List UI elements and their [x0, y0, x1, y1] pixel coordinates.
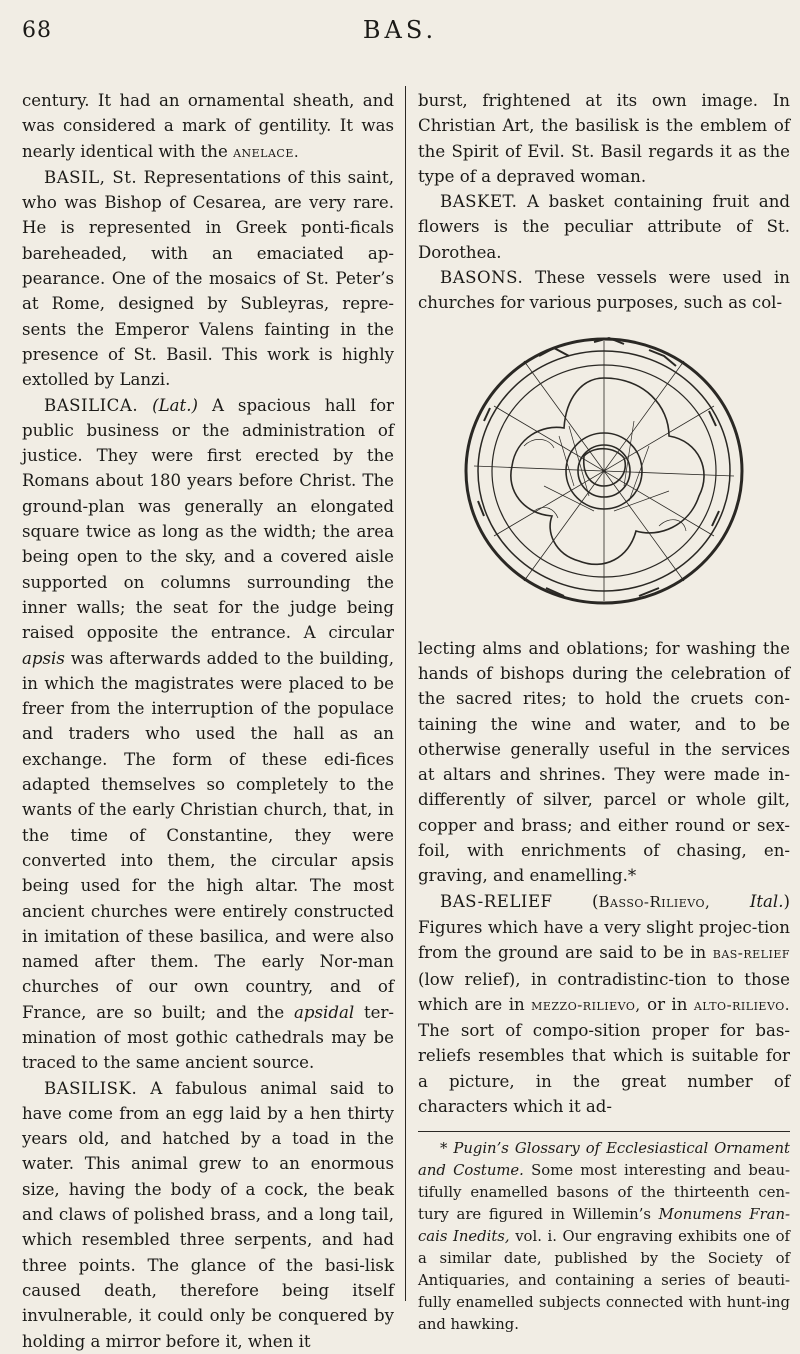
paragraph-anelace: century. It had an ornamental sheath, and was considered a mark of gentility. It was nearly identical with the anelace.: [22, 91, 394, 161]
entry-basons: BASONS. These vessels were used in churches for various purposes, such as col-: [418, 268, 790, 313]
headword-basons: BASONS.: [440, 268, 524, 288]
entry-basil: BASIL, St. Representations of this saint, who was Bishop of Cesarea, are very rare. He is represented in Greek ponti-ficals bareheaded, with an emaciated ap-pearance. One of the mosaics of St. Peter’s at Rome, designed by Subleyras, repre-sents the Emperor Valens fainting in the presence of St. Basil. This work is highly extolled by Lanzi.: [22, 167, 395, 390]
headword-basil: BASIL, St.: [44, 167, 138, 187]
entry-basket: BASKET. A basket containing fruit and flowers is the peculiar attribute of St. Dorothea.: [418, 192, 790, 262]
left-column: [22, 88, 394, 1354]
page-header: [0, 12, 800, 52]
entry-bas-relief: BAS-RELIEF (Basso-Rilievo, Ital.) Figures which have a very slight projec-tion from the ground are said to be in bas-relief (low relief), in contradistinc-tion to those which are in mezzo-rilievo, or in alto-rilievo. The sort of compo-sition proper for bas-reliefs resembles that which is suitable for a picture, in the great number of characters which it ad-: [418, 891, 790, 1117]
paragraph-basons-continued: lecting alms and oblations; for washing the hands of bishops during the celebration of the sacred rites; to hold the cruets con-taining the wine and water, and to be otherwise generally useful in the services at altars and shrines. They were made in-differently of silver, parcel or whole gilt, copper and brass; and either round or sex-foil, with enrichments of chasing, en-graving, and enamelling.*: [418, 638, 790, 886]
headword-basilisk: BASILISK.: [44, 1078, 138, 1098]
column-divider: [405, 86, 406, 1301]
footnote: * Pugin’s Glossary of Ecclesiastical Ornament and Costume. Some most interesting and beau-tifully enamelled basons of the thirteenth cen-tury are figured in Willemin’s Monumens Fran-cais Inedits, vol. i. Our engraving exhibits one of a similar date, published by the Society of Antiquaries, and containing a series of beauti-fully enamelled subjects connected with hunt-ing and hawking.: [418, 1140, 791, 1334]
footnote-rule: [418, 1131, 790, 1132]
headword-basilica: BASILICA.: [44, 395, 139, 415]
running-head: BAS.: [362, 16, 438, 44]
paragraph-basilisk-continued: burst, frightened at its own image. In Christian Art, the basilisk is the emblem of the Spirit of Evil. St. Basil regards it as the type of a depraved woman.: [418, 91, 790, 186]
entry-basilica: BASILICA. (Lat.) A spacious hall for public business or the administration of justice. They were first erected by the Romans about 180 years before Christ. The ground-plan was generally an elongated square twice as long as the width; the area being open to the sky, and a covered aisle supported on columns surrounding the inner walls; the seat for the judge being raised opposite the entrance. A circular apsis was afterwards added to the building, in which the magistrates were placed to be freer from the interruption of the populace and traders who used the hall as an exchange. The form of these edi-fices adapted themselves so completely to the wants of the early Christian church, that, in the time of Constantine, they were converted into them, the circular apsis being used for the high altar. The most ancient churches were entirely constructed in imitation of these basilica, and were also named after them. The early Nor-man churches of our own country, and of France, are so built; and the apsidal ter-mination of most gothic cathedrals may be traced to the same ancient source.: [22, 395, 394, 1073]
right-column: [418, 88, 790, 1336]
headword-basket: BASKET.: [440, 192, 518, 212]
entry-basilisk: BASILISK. A fabulous animal said to have come from an egg laid by a hen thirty years old, and hatched by a toad in the water. This animal grew to an enormous size, having the body of a cock, the beak and claws of polished brass, and a long tail, which resembled three serpents, and had three points. The glance of the basi-lisk caused death, therefore being itself invulnerable, it could only be conquered by holding a mirror before it, when it: [22, 1078, 394, 1351]
enamelled-bason-icon: [454, 326, 754, 626]
headword-bas-relief: BAS-RELIEF: [440, 891, 553, 911]
page-number: 68: [22, 18, 52, 43]
